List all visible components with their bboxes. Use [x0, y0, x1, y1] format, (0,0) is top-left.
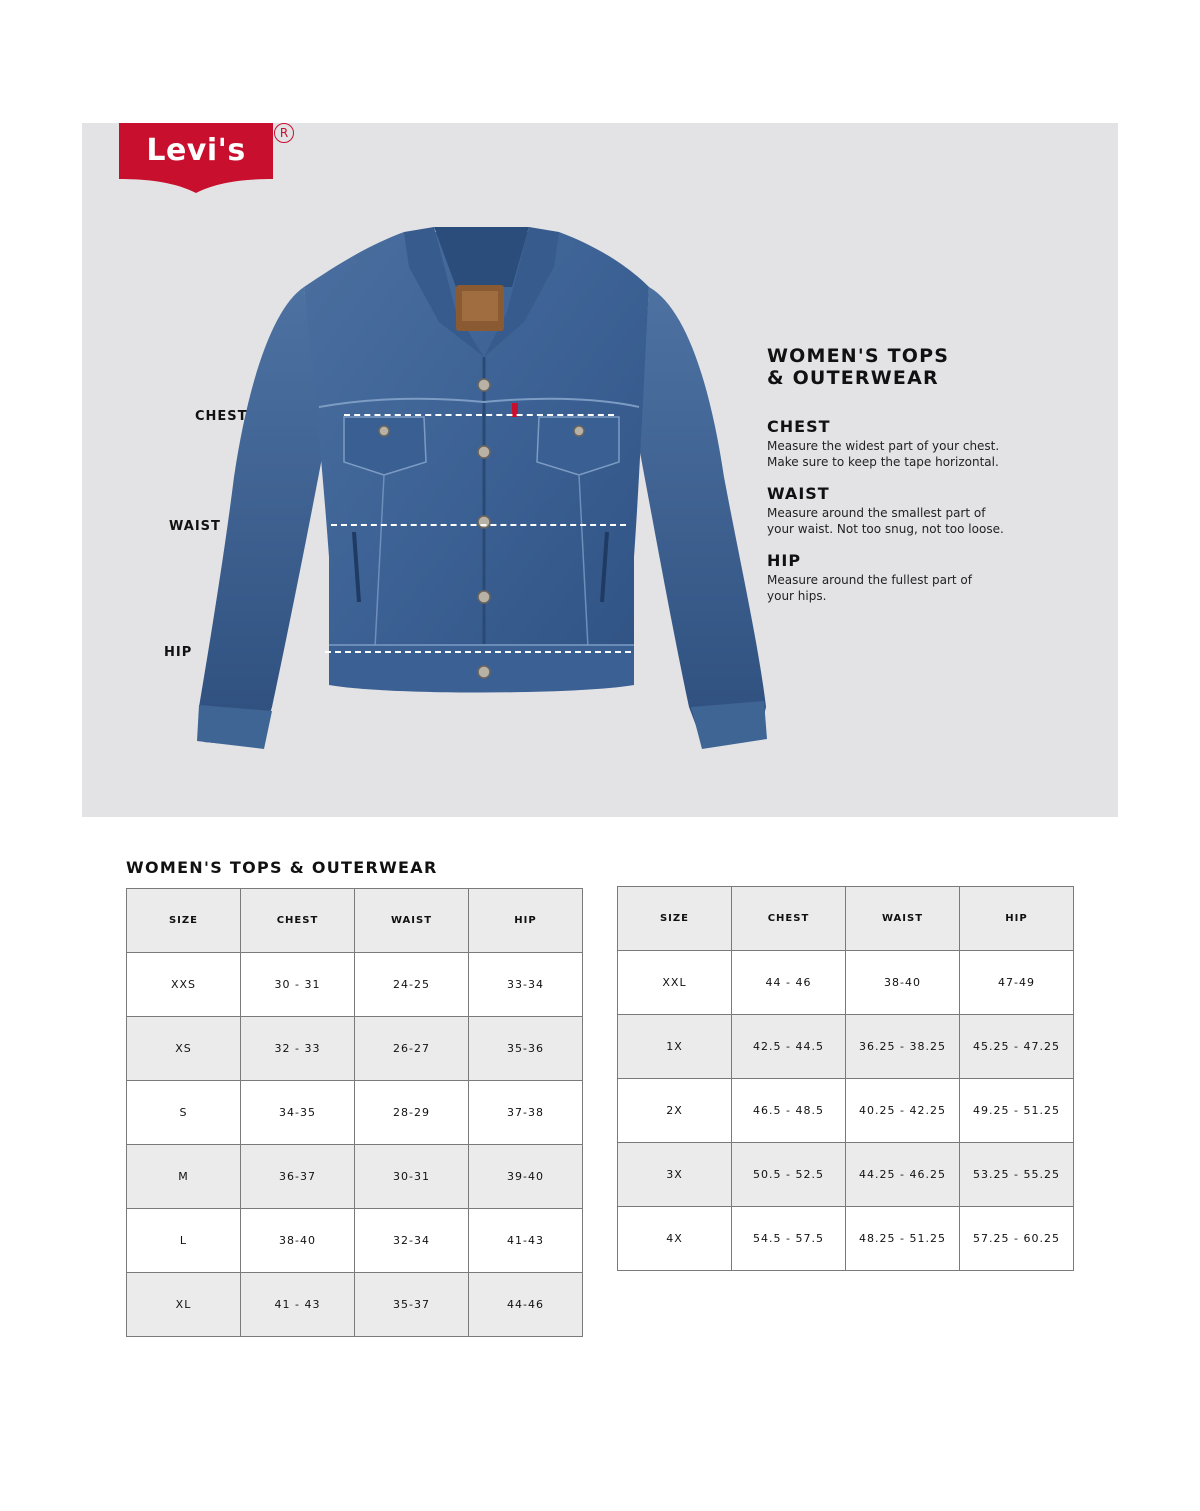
table-row: [127, 1209, 583, 1273]
measurement-cell: 36.25 - 38.25: [846, 1015, 960, 1079]
size-table-title: WOMEN'S TOPS & OUTERWEAR: [126, 858, 438, 877]
measurement-cell: 24-25: [355, 953, 469, 1017]
chest-measure-line: [344, 414, 614, 416]
chest-label: CHEST: [195, 409, 248, 424]
column-header: HIP: [469, 889, 583, 953]
guide-text: Measure around the smallest part of your waist. Not too snug, not too loose.: [767, 506, 1004, 536]
measurement-cell: 44.25 - 46.25: [846, 1143, 960, 1207]
measurement-cell: 54.5 - 57.5: [732, 1207, 846, 1271]
measurement-cell: 28-29: [355, 1081, 469, 1145]
column-header: WAIST: [355, 889, 469, 953]
measurement-cell: 46.5 - 48.5: [732, 1079, 846, 1143]
guide-item-waist: [767, 484, 1097, 537]
table-header-row: [127, 889, 583, 953]
measurement-cell: 30-31: [355, 1145, 469, 1209]
measurement-cell: 44-46: [469, 1273, 583, 1337]
column-header: SIZE: [618, 887, 732, 951]
size-cell: XL: [127, 1273, 241, 1337]
column-header: HIP: [960, 887, 1074, 951]
measurement-cell: 53.25 - 55.25: [960, 1143, 1074, 1207]
table-row: [127, 1017, 583, 1081]
measurement-cell: 34-35: [241, 1081, 355, 1145]
size-cell: 4X: [618, 1207, 732, 1271]
size-cell: L: [127, 1209, 241, 1273]
measurement-cell: 47-49: [960, 951, 1074, 1015]
measurement-cell: 41 - 43: [241, 1273, 355, 1337]
measurement-cell: 37-38: [469, 1081, 583, 1145]
guide-title: WOMEN'S TOPS & OUTERWEAR: [767, 345, 950, 389]
table-row: [127, 1273, 583, 1337]
size-cell: XS: [127, 1017, 241, 1081]
table-header-row: [618, 887, 1074, 951]
measurement-cell: 32 - 33: [241, 1017, 355, 1081]
size-cell: 1X: [618, 1015, 732, 1079]
measurement-cell: 26-27: [355, 1017, 469, 1081]
measurement-cell: 40.25 - 42.25: [846, 1079, 960, 1143]
column-header: SIZE: [127, 889, 241, 953]
measurement-cell: 32-34: [355, 1209, 469, 1273]
guide-item-chest: [767, 417, 1097, 470]
table-row: [618, 951, 1074, 1015]
table-row: [618, 1143, 1074, 1207]
measurement-cell: 42.5 - 44.5: [732, 1015, 846, 1079]
size-cell: S: [127, 1081, 241, 1145]
levis-logo: [119, 123, 289, 195]
measurement-cell: 30 - 31: [241, 953, 355, 1017]
waist-label: WAIST: [169, 519, 221, 534]
measurement-cell: 49.25 - 51.25: [960, 1079, 1074, 1143]
table-row: [127, 1145, 583, 1209]
size-cell: 3X: [618, 1143, 732, 1207]
size-cell: XXS: [127, 953, 241, 1017]
size-cell: 2X: [618, 1079, 732, 1143]
measurement-cell: 44 - 46: [732, 951, 846, 1015]
size-table-right: [617, 886, 1074, 1271]
table-row: [127, 953, 583, 1017]
table-row: [127, 1081, 583, 1145]
size-cell: M: [127, 1145, 241, 1209]
measurement-cell: 38-40: [846, 951, 960, 1015]
measurement-cell: 35-36: [469, 1017, 583, 1081]
measurement-cell: 57.25 - 60.25: [960, 1207, 1074, 1271]
guide-heading: CHEST: [767, 417, 831, 436]
size-table-left: [126, 888, 583, 1337]
measurement-cell: 33-34: [469, 953, 583, 1017]
guide-item-hip: [767, 551, 1097, 604]
measurement-cell: 36-37: [241, 1145, 355, 1209]
column-header: WAIST: [846, 887, 960, 951]
size-cell: XXL: [618, 951, 732, 1015]
hip-label: HIP: [164, 645, 193, 660]
measurement-cell: 39-40: [469, 1145, 583, 1209]
measurement-cell: 45.25 - 47.25: [960, 1015, 1074, 1079]
measurement-cell: 38-40: [241, 1209, 355, 1273]
measurement-cell: 48.25 - 51.25: [846, 1207, 960, 1271]
guide-text: Measure the widest part of your chest. Make sure to keep the tape horizontal.: [767, 439, 1000, 469]
denim-jacket-image: [194, 227, 769, 757]
measurement-instructions: [767, 345, 1097, 618]
column-header: CHEST: [732, 887, 846, 951]
logo-wordmark: Levi's: [146, 133, 246, 168]
column-header: CHEST: [241, 889, 355, 953]
measurement-guide-panel: [82, 123, 1118, 817]
guide-heading: HIP: [767, 551, 802, 570]
registered-mark: R: [274, 123, 294, 143]
hip-measure-line: [325, 651, 631, 653]
measurement-cell: 41-43: [469, 1209, 583, 1273]
measurement-cell: 35-37: [355, 1273, 469, 1337]
table-row: [618, 1015, 1074, 1079]
table-row: [618, 1207, 1074, 1271]
guide-heading: WAIST: [767, 484, 830, 503]
guide-text: Measure around the fullest part of your hips.: [767, 573, 972, 603]
waist-measure-line: [331, 524, 626, 526]
table-row: [618, 1079, 1074, 1143]
measurement-cell: 50.5 - 52.5: [732, 1143, 846, 1207]
